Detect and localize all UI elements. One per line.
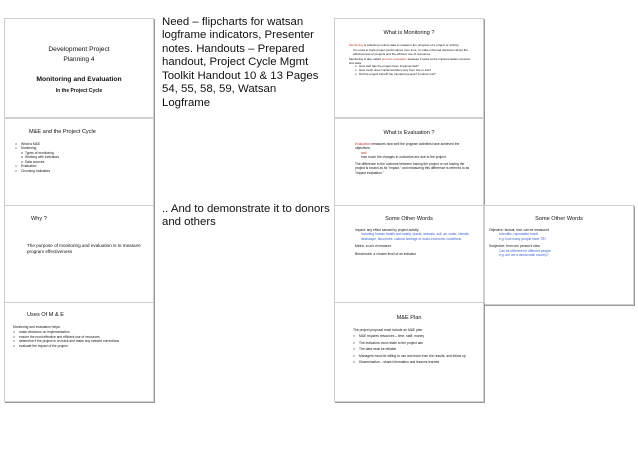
subtopic-indicators: o Working with Indicators [21, 155, 145, 159]
slide-other-words-2[interactable] [484, 205, 634, 305]
cycle-topics-2 [15, 164, 145, 173]
slide-why[interactable] [4, 205, 154, 305]
slide-me-plan[interactable] [334, 302, 484, 402]
slide-heading: Monitoring and Evaluation [36, 76, 122, 83]
term-monitoring: Monitoring [349, 43, 364, 47]
slide-title: What is Evaluation ? [383, 130, 435, 136]
p3-rest: because it looks at the implementation process and asks: [349, 56, 471, 65]
presenter-note-2: .. And to demonstrate it to donors and others [162, 203, 330, 229]
slide-uses-of-me[interactable] [4, 302, 154, 402]
question-2: o How much does implementation vary from site to site? [355, 69, 475, 73]
uses-intro: Monitoring and evaluation helps: [13, 325, 61, 329]
question-1: o How well has the project been implemented? [355, 65, 475, 69]
use-item: □ evaluate the impact of the project [13, 344, 145, 348]
slide-me-project-cycle[interactable] [4, 118, 154, 218]
subjective-example: e.g. are we a democratic country? [499, 253, 549, 258]
why-body: The purpose of monitoring and evaluation is to measure program effectiveness [27, 243, 141, 255]
cycle-topics [15, 142, 145, 151]
term-evaluation: Evaluation [355, 142, 371, 146]
use-item: □ determine if the project is on track and make any needed corrections [13, 339, 145, 343]
impact-detail: including human health and safety, plants, animals, soil, air, water, climate, landscape, structures, cultural heritage or socio-economic conditions. [361, 232, 470, 241]
presenter-note-1: Need – flipcharts for watsan logframe indicators, Presenter notes. Handouts – Prepared handout, Project Cycle Mgmt Toolkit Handout 10 & 13 Pages 54, 55, 58, 59, Watsan Logframe [162, 16, 319, 109]
benchmark-definition: Benchmark: a chosen level of an indicator [355, 251, 417, 256]
topic-evaluation: □ Evaluation [15, 164, 145, 168]
slide-title: Uses Of M & E [27, 312, 64, 318]
slide-other-words-1[interactable] [334, 205, 484, 305]
subtopic-data-sources: o Data sources [21, 160, 145, 164]
uses-list [13, 330, 145, 348]
slide-what-is-monitoring[interactable] [334, 18, 484, 118]
subtopic-types: o Types of monitoring [21, 151, 145, 155]
monitoring-questions [345, 65, 475, 77]
plan-intro: The project proposal must include an M&E plan [353, 328, 423, 332]
subjective-detail: Can be different for different people [499, 248, 551, 253]
metric-definition: Metric: a unit of measure [355, 244, 392, 249]
impact-evaluation-text: The difference in the outcome between having the project or not having the project is known as its "impact," and measuring this difference is referred to as "impact evaluation." [355, 161, 470, 175]
use-item: □ make decisions on implementation [13, 330, 145, 334]
plan-list [353, 334, 475, 364]
evaluation-changes: how much the changes in outcomes are due to the project. [361, 155, 447, 160]
topic-what-is-me: □ What is M&E [15, 142, 145, 146]
and-connector: and [361, 150, 367, 155]
slide-title-line2: Planning 4 [63, 56, 95, 63]
term-process-evaluation: process evaluation [381, 56, 407, 61]
slide-title: M&E Plan [396, 315, 422, 321]
use-item: □ ensure the most effective and efficient use of resources [13, 335, 145, 339]
slide-title: M&E and the Project Cycle [29, 129, 96, 135]
subjective-definition: Subjective: from one person's view [489, 244, 540, 249]
question-3: o Did the project benefit the intended people? At what cost? [355, 73, 475, 77]
slide-development-project[interactable] [4, 18, 154, 118]
slide-title: What is Monitoring ? [383, 30, 435, 36]
objective-example: e.g. how many people have TB? [499, 236, 547, 241]
plan-item: □ The data must be reliable [353, 347, 475, 351]
slide-title-line1: Development Project [48, 46, 110, 53]
evaluation-definition [355, 142, 473, 151]
monitoring-subtopics [15, 151, 145, 164]
p3-prefix: Monitoring is also called [349, 56, 382, 61]
plan-item: □ Managers must be willing to use and learn from the results, and follow up [353, 354, 475, 358]
slide-subheading: In the Project Cycle [55, 88, 103, 94]
definition-text: is collecting routine data to measure the progress of a project or activity. [363, 43, 460, 47]
topic-choosing-indicators: □ Choosing Indicators [15, 169, 145, 173]
slide-title: Some Other Words [385, 216, 433, 222]
definition-text: measures how well the program activities have achieved the objectives, [355, 142, 460, 151]
plan-item: □ M&E requires resources – time, staff, money [353, 334, 475, 338]
slide-title: Why ? [31, 216, 47, 222]
topic-monitoring: □ Monitoring [15, 146, 145, 150]
slide-title: Some Other Words [535, 216, 583, 222]
impact-definition: Impact: any effect caused by project activity [355, 228, 419, 232]
slide-what-is-evaluation[interactable] [334, 118, 484, 218]
objective-definition: Objective: factual, real, can be measured [489, 228, 549, 232]
monitoring-purpose: It is used to track project performance over time, to make informed decisions about the effectiveness of projects and the efficient use of resources. [353, 47, 468, 56]
plan-item: □ The indicators must relate to the project aim [353, 341, 475, 345]
objective-detail: scientific, repeatable result [499, 232, 539, 237]
plan-item: □ Dissemination – share information and lessons learned [353, 360, 475, 364]
